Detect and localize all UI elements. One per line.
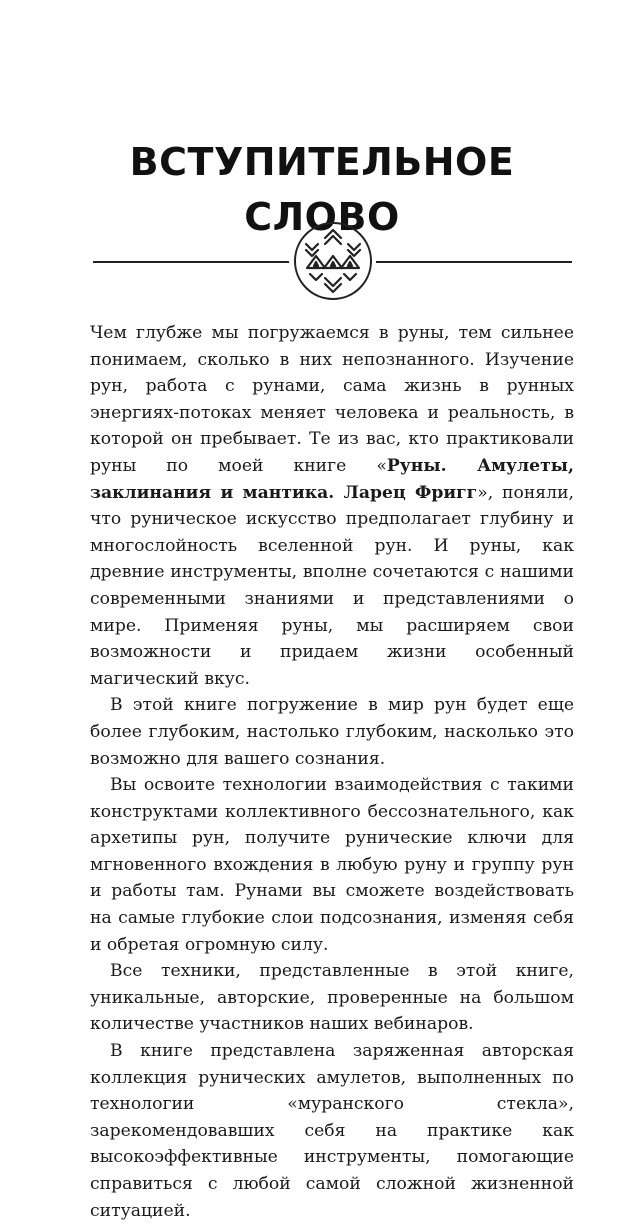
divider-line-right <box>376 261 572 263</box>
ornament-divider <box>0 220 644 304</box>
divider-line-left <box>93 261 289 263</box>
paragraph-1 <box>90 320 574 692</box>
paragraph-5: В книге представлена заряженная авторская коллекция рунических амулетов, выполненных по технологии «муранского стекла», зарекомендовавших себя на практике как высокоэффективные инструменты, помогающие справиться с любой самой сложной жизненной ситуацией. <box>90 1041 574 1221</box>
body-text <box>90 320 574 1224</box>
title-line-2: СЛОВО <box>244 195 400 240</box>
rune-emblem-icon <box>292 220 374 302</box>
paragraph-4: Все техники, представленные в этой книге, уникальные, авторские, проверенные на большом количестве участников наших вебинаров. <box>90 961 574 1035</box>
paragraph-2: В этой книге погружение в мир рун будет еще более глубоким, настолько глубоким, насколько это возможно для вашего сознания. <box>90 695 574 769</box>
paragraph-1-part-a: Чем глубже мы погружаемся в руны, тем сильнее понимаем, сколько в них непознанного. Изучение рун, работа с рунами, сама жизнь в рунных энергиях-потоках меняет человека и реальность, в которой он пребывает. Те из вас, кто практиковали руны по моей книге « <box>90 323 574 476</box>
paragraph-1-part-b: », поняли, что руническое искусство предполагает глубину и многослойность вселенной рун. И руны, как древние инструменты, вполне сочетаются с нашими современными знаниями и представлениями о мире. Применяя руны, мы расширяем свои возможности и придаем жизни особенный магический вкус. <box>90 482 574 689</box>
paragraph-3: Вы освоите технологии взаимодействия с такими конструктами коллективного бессознательного, как архетипы рун, получите рунические ключи для мгновенного вхождения в любую руну и группу рун и работы там. Рунами вы сможете воздействовать на самые глубокие слои подсознания, изменяя себя и обретая огромную силу. <box>90 775 574 955</box>
book-title-bold: Руны. Амулеты, заклинания и мантика. Ларец Фригг <box>90 455 574 503</box>
title-line-1: ВСТУПИТЕЛЬНОЕ <box>129 140 515 185</box>
